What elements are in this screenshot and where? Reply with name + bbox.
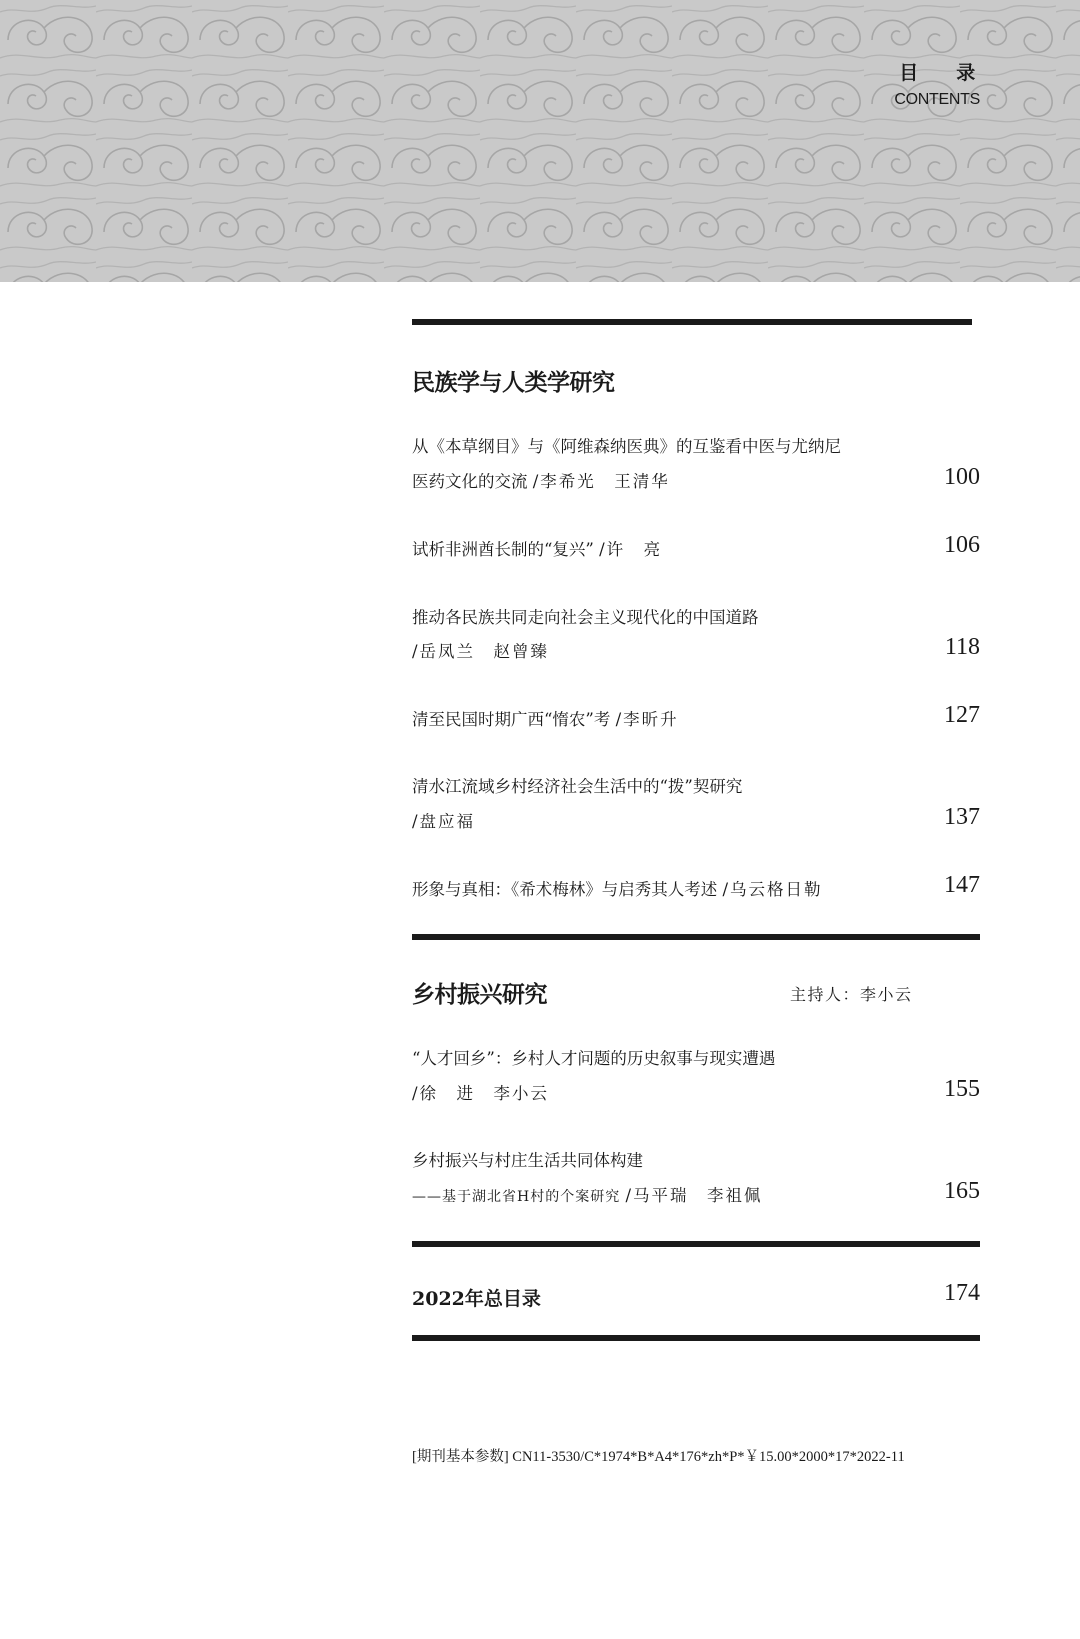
entry-title: “人才回乡”：乡村人才问题的历史叙事与现实遭遇 [412,1049,776,1068]
entry-page-number: 155 [944,1076,980,1102]
entry-title-line [412,468,670,492]
entry-author: /许 亮 [599,540,663,559]
contents-title-en: CONTENTS [894,91,980,108]
contents-title-cn: 目录 [899,62,1014,84]
entry-title: 从《本草纲目》与《阿维森纳医典》的互鉴看中医与尤纳尼 [412,437,841,456]
entry-title: 乡村振兴与村庄生活共同体构建 [412,1151,643,1170]
entry-title-line [412,638,549,662]
entry-page-number: 100 [944,464,980,490]
entry-author: /徐 进 李小云 [412,1084,550,1103]
entry-page-number: 137 [944,804,980,830]
entry-author: /岳凤兰 赵曾臻 [412,642,550,661]
annual-index-title: 2022年总目录 [412,1288,541,1310]
entry-page-number: 127 [944,702,980,728]
section-divider [412,1335,980,1341]
entry-title: 推动各民族共同走向社会主义现代化的中国道路 [412,608,759,627]
entry-title: 试析非洲酋长制的“复兴” [412,540,594,559]
entry-title-line [412,706,679,730]
entry-author: /李希光 王清华 [532,472,670,491]
section-divider [412,934,980,940]
entry-title: 形象与真相：《希术梅林》与启秀其人考述 [412,880,718,899]
section-title: 民族学与人类学研究 [412,370,615,396]
entry-page-number: 147 [944,872,980,898]
entry-subtitle: ——基于湖北省H村的个案研究 [412,1189,621,1205]
entry-page-number: 118 [944,634,980,660]
entry-title-line [412,1182,763,1206]
entry-title: 清水江流域乡村经济社会生活中的“拨”契研究 [412,777,743,796]
page-heading [894,58,1014,109]
entry-title-line [412,536,662,560]
entry-title: 医药文化的交流 [412,472,528,491]
entry-title-line [412,808,475,832]
entry-page-number: 106 [944,532,980,558]
entry-page-number: 165 [944,1178,980,1204]
section-divider [412,1241,980,1247]
entry-page-number: 174 [944,1280,980,1306]
decorative-cloud-banner [0,0,1080,282]
entry-author: /李昕升 [615,710,679,729]
journal-parameters: [期刊基本参数] CN11-3530/C*1974*B*A4*176*zh*P*￥15.00*2000*17*2022-11 [412,1449,905,1465]
entry-author: /马平瑞 李祖佩 [625,1186,763,1205]
section-divider [412,319,972,325]
entry-author: /乌云格日勒 [722,880,823,899]
section-host: 主持人：李小云 [790,985,913,1004]
entry-title: 清至民国时期广西“惰农”考 [412,710,611,729]
entry-author: /盘应福 [412,812,476,831]
section-title: 乡村振兴研究 [412,982,547,1008]
cloud-pattern-icon [0,0,1080,282]
entry-title-line [412,1080,549,1104]
entry-title-line [412,876,823,900]
